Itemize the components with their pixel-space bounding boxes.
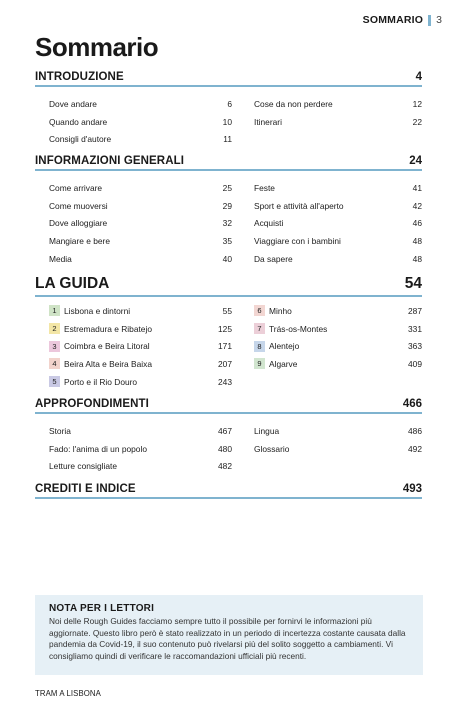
- toc-entry-page: 22: [412, 116, 422, 127]
- section-title: INFORMAZIONI GENERALI: [35, 155, 185, 167]
- toc-entry-page: 35: [222, 235, 232, 246]
- reader-note-box: [35, 595, 423, 675]
- toc-entry[interactable]: [254, 337, 422, 355]
- toc-entry-page: 11: [223, 134, 232, 145]
- toc-entry[interactable]: [49, 232, 232, 250]
- toc-entry-page: 42: [412, 200, 422, 211]
- toc-entry[interactable]: [254, 422, 422, 440]
- toc-entry-page: 10: [222, 116, 232, 127]
- toc-entry-page: 486: [408, 425, 422, 436]
- toc-entry-page: 331: [408, 323, 422, 334]
- toc-entry-left: [254, 444, 289, 454]
- toc-entry-page: 12: [412, 98, 422, 109]
- toc-entry[interactable]: [254, 355, 422, 373]
- toc-entry-left: [49, 117, 107, 127]
- toc-entry-page: 46: [412, 218, 422, 229]
- toc-entry-left: [49, 358, 152, 369]
- toc-entry-left: [254, 201, 344, 211]
- toc-column-left: [49, 95, 232, 148]
- toc-entry-label: Fado: l'anima di un popolo: [49, 443, 147, 454]
- toc-entry-left: [49, 426, 71, 436]
- toc-entry[interactable]: [254, 320, 422, 338]
- toc-column-left: [49, 422, 232, 475]
- toc-entry-left: [254, 218, 283, 228]
- toc-entry[interactable]: [254, 302, 422, 320]
- toc-entry-page: 125: [218, 323, 232, 334]
- toc-entry[interactable]: [49, 355, 232, 373]
- toc-entry-left: [254, 254, 293, 264]
- chapter-number-badge: 4: [49, 358, 60, 369]
- section-page: 493: [402, 483, 422, 495]
- toc-entry-label: Media: [49, 253, 72, 264]
- toc-entry[interactable]: [49, 95, 232, 113]
- section-page: 24: [409, 155, 422, 167]
- toc-entry-left: [49, 201, 108, 211]
- toc-entry-left: [49, 341, 150, 352]
- toc-column-right: [254, 95, 422, 148]
- section-heading[interactable]: [35, 71, 422, 87]
- section-page: 4: [415, 71, 422, 83]
- toc-entry-page: 55: [222, 305, 232, 316]
- toc-entry-left: [254, 183, 275, 193]
- toc-entry[interactable]: [49, 197, 232, 215]
- toc-entry-label: Trás-os-Montes: [269, 323, 328, 334]
- toc-entry[interactable]: [49, 337, 232, 355]
- toc-entry-label: Dove alloggiare: [49, 218, 108, 229]
- page-title: Sommario: [35, 32, 159, 62]
- toc-entry-label: Lisbona e dintorni: [64, 305, 131, 316]
- chapter-number-badge: 5: [49, 376, 60, 387]
- section-crediti-e-indice: [35, 483, 422, 499]
- toc-entry-page: 171: [218, 341, 232, 352]
- toc-entry-label: Come arrivare: [49, 182, 103, 193]
- toc-entry[interactable]: [49, 250, 232, 268]
- section-title: LA GUIDA: [35, 275, 110, 292]
- section-page: 54: [404, 275, 422, 292]
- toc-column-right: [254, 422, 422, 475]
- toc-entry-label: Porto e il Rio Douro: [64, 376, 138, 387]
- section-heading[interactable]: [35, 483, 422, 499]
- toc-entry[interactable]: [254, 214, 422, 232]
- toc-entry-label: Feste: [254, 182, 275, 193]
- section-heading[interactable]: [35, 398, 422, 414]
- toc-column-left: [49, 302, 232, 390]
- toc-entry[interactable]: [254, 197, 422, 215]
- toc-entry-page: 32: [222, 218, 232, 229]
- section-heading[interactable]: [35, 275, 422, 297]
- toc-column-right: [254, 302, 422, 390]
- toc-entry-label: Algarve: [269, 358, 298, 369]
- chapter-number-badge: 3: [49, 341, 60, 352]
- running-title: SOMMARIO: [362, 14, 424, 26]
- toc-entry[interactable]: [254, 113, 422, 131]
- toc-entry-left: [254, 426, 279, 436]
- toc-entry-page: 287: [408, 305, 422, 316]
- toc-entry-page: 482: [218, 461, 232, 472]
- toc-entry-page: 480: [218, 443, 232, 454]
- toc-entry-label: Itinerari: [254, 116, 282, 127]
- toc-entry-left: [254, 236, 341, 246]
- section-heading[interactable]: [35, 155, 422, 171]
- toc-entry[interactable]: [49, 422, 232, 440]
- toc-entry-label: Cose da non perdere: [254, 98, 333, 109]
- toc-entry[interactable]: [49, 320, 232, 338]
- toc-entry[interactable]: [49, 214, 232, 232]
- toc-entry-page: 467: [218, 425, 232, 436]
- toc-entry-label: Sport e attività all'aperto: [254, 200, 344, 211]
- section-la-guida: [35, 275, 422, 390]
- toc-entry-page: 207: [218, 358, 232, 369]
- toc-entry[interactable]: [254, 232, 422, 250]
- toc-entry[interactable]: [49, 302, 232, 320]
- section-title: INTRODUZIONE: [35, 71, 124, 83]
- toc-entry-left: [254, 117, 282, 127]
- toc-entry[interactable]: [49, 440, 232, 458]
- toc-entry-label: Minho: [269, 305, 292, 316]
- toc-entry-left: [49, 218, 107, 228]
- toc-entry-page: 48: [412, 235, 422, 246]
- toc-entry-left: [49, 134, 111, 144]
- toc-entry[interactable]: [254, 95, 422, 113]
- toc-entry-left: [254, 99, 333, 109]
- toc-entry-page: 243: [218, 376, 232, 387]
- toc-entry-left: [49, 461, 117, 471]
- toc-entry-left: [49, 183, 102, 193]
- toc-entry[interactable]: [49, 457, 232, 475]
- toc-entry-label: Storia: [49, 425, 71, 436]
- page-number: 3: [436, 14, 442, 26]
- toc-entry[interactable]: [49, 113, 232, 131]
- section-introduzione: [35, 71, 422, 148]
- toc-entry-label: Lingua: [254, 425, 280, 436]
- toc-entry-page: 41: [412, 182, 422, 193]
- toc-entry[interactable]: [254, 179, 422, 197]
- toc-entry-left: [49, 444, 147, 454]
- toc-entry-label: Estremadura e Ribatejo: [64, 323, 152, 334]
- toc-entry[interactable]: [254, 440, 422, 458]
- toc-entry[interactable]: [49, 130, 232, 148]
- toc-entry-page: 492: [408, 443, 422, 454]
- toc-entry-page: 25: [222, 182, 232, 193]
- toc-entry-label: Alentejo: [269, 341, 300, 352]
- note-text: Noi delle Rough Guides facciamo sempre tutto il possibile per fornirvi le informazioni più aggiornate. Questo libro però è stato realizzato in un periodo di incertezza costante causata dalla pandemia da Covid-19, il suo contenuto può rivelarsi più del solito soggetto a cambiamenti. Vi consigliamo quindi di verificare le raccomandazioni ufficiali più recenti.: [49, 616, 406, 661]
- toc-entry-page: 29: [222, 200, 232, 211]
- toc-column-left: [49, 179, 232, 267]
- toc-entry-page: 409: [408, 358, 422, 369]
- toc-entry-left: [254, 305, 292, 316]
- toc-entry-left: [49, 254, 72, 264]
- toc-entry-page: 363: [408, 341, 422, 352]
- toc-entry-left: [49, 236, 110, 246]
- running-head: [363, 14, 442, 26]
- toc-entry-label: Letture consigliate: [49, 461, 117, 472]
- toc-entry-label: Mangiare e bere: [49, 235, 110, 246]
- toc-entry[interactable]: [254, 250, 422, 268]
- photo-caption: TRAM A LISBONA: [35, 689, 101, 698]
- chapter-number-badge: 8: [254, 341, 265, 352]
- toc-entry[interactable]: [49, 179, 232, 197]
- toc-entry-page: 40: [222, 253, 232, 264]
- toc-entry-label: Acquisti: [254, 218, 284, 229]
- chapter-number-badge: 1: [49, 305, 60, 316]
- section-title: CREDITI E INDICE: [35, 483, 136, 495]
- toc-entry-label: Da sapere: [254, 253, 293, 264]
- toc-entry-left: [49, 376, 137, 387]
- chapter-number-badge: 7: [254, 323, 265, 334]
- toc-entry-label: Consigli d'autore: [49, 134, 112, 145]
- note-title: NOTA PER I LETTORI: [49, 603, 155, 614]
- toc-entry-left: [254, 341, 299, 352]
- chapter-number-badge: 6: [254, 305, 265, 316]
- toc-entry-left: [254, 358, 297, 369]
- chapter-number-badge: 9: [254, 358, 265, 369]
- toc-entry[interactable]: [49, 373, 232, 391]
- toc-entry-label: Dove andare: [49, 98, 97, 109]
- running-head-bar: [428, 15, 431, 26]
- toc-entry-left: [49, 305, 130, 316]
- toc-entry-label: Glossario: [254, 443, 290, 454]
- toc-entry-page: 48: [412, 253, 422, 264]
- section-title: APPROFONDIMENTI: [35, 398, 149, 410]
- toc-entry-label: Come muoversi: [49, 200, 108, 211]
- toc-entry-left: [49, 99, 97, 109]
- toc-entry-label: Beira Alta e Beira Baixa: [64, 358, 152, 369]
- section-approfondimenti: [35, 398, 422, 475]
- section-page: 466: [402, 398, 422, 410]
- toc-entry-page: 6: [227, 98, 232, 109]
- toc-entry-label: Coimbra e Beira Litoral: [64, 341, 150, 352]
- section-informazioni-generali: [35, 155, 422, 267]
- toc-entry-label: Viaggiare con i bambini: [254, 235, 341, 246]
- toc-column-right: [254, 179, 422, 267]
- chapter-number-badge: 2: [49, 323, 60, 334]
- toc-entry-left: [254, 323, 327, 334]
- toc-entry-left: [49, 323, 152, 334]
- toc-entry-label: Quando andare: [49, 116, 108, 127]
